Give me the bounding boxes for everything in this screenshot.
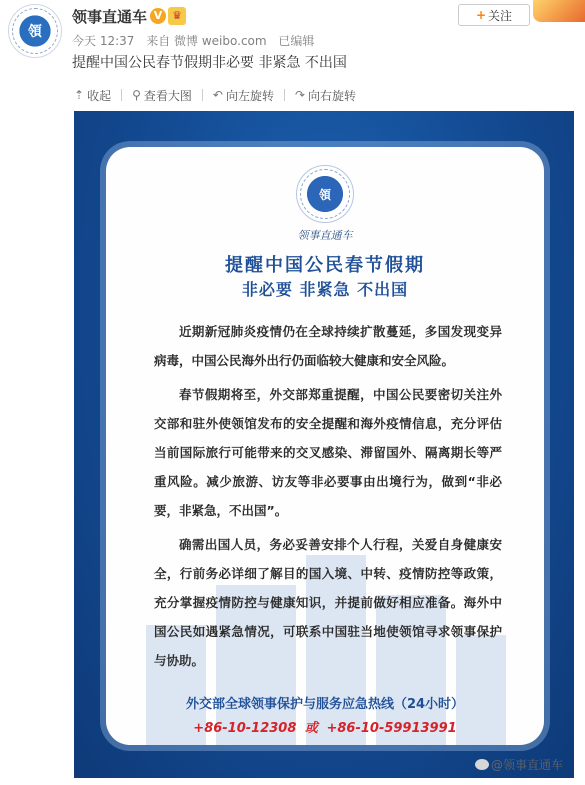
image-toolbar — [72, 84, 358, 106]
view-large-button[interactable] — [130, 87, 194, 104]
phone-number: +86-10-59913991 — [326, 721, 457, 736]
post-meta — [72, 32, 322, 49]
post-text: 提醒中国公民春节假期非必要 非紧急 不出国 — [72, 55, 347, 71]
post-time[interactable]: 今天 12:37 — [72, 34, 135, 48]
rotate-left-button[interactable] — [211, 87, 276, 104]
collapse-icon: ⇡ — [74, 88, 85, 102]
plus-icon: + — [475, 8, 487, 22]
view-large-label: 查看大图 — [143, 88, 192, 103]
member-badge-icon: ♛ — [168, 7, 186, 25]
image-watermark — [475, 756, 563, 773]
poster-image[interactable] — [74, 111, 574, 778]
poster-card — [106, 147, 544, 745]
phone-number: +86-10-12308 — [193, 721, 297, 736]
rotate-right-icon: ↷ — [294, 88, 306, 102]
post-source[interactable]: 来自 微博 weibo.com — [146, 34, 267, 48]
divider — [121, 89, 122, 101]
collapse-button[interactable] — [72, 87, 113, 104]
phone-or: 或 — [304, 721, 318, 736]
follow-button[interactable] — [458, 4, 530, 26]
poster-paragraph: 近期新冠肺炎疫情仍在全球持续扩散蔓延，多国发现变异病毒，中国公民海外出行仍面临较大健康和安全风险。 — [154, 324, 502, 368]
edited-label: 已编辑 — [278, 34, 315, 48]
divider — [202, 89, 203, 101]
logo-glyph: 領 — [318, 187, 331, 202]
consular-logo-icon — [296, 165, 354, 223]
poster-brand: 领事直通车 — [297, 229, 353, 242]
rotate-right-label: 向右旋转 — [308, 88, 357, 103]
weibo-icon — [475, 759, 489, 770]
rotate-left-icon: ↶ — [212, 88, 223, 102]
avatar-logo-icon: 領 — [28, 24, 42, 40]
verified-icon: V — [150, 8, 166, 24]
follow-label: 关注 — [488, 8, 513, 23]
username[interactable]: 领事直通车 — [72, 8, 148, 26]
hotline-label: 外交部全球领事保护与服务应急热线（24小时） — [185, 697, 465, 712]
poster-subtitle: 非必要 非紧急 不出国 — [241, 280, 409, 299]
corner-decoration — [533, 0, 585, 22]
search-icon: ⚲ — [132, 88, 141, 102]
poster-paragraph: 春节假期将至，外交部郑重提醒，中国公民要密切关注外交部和驻外使领馆发布的安全提醒和海外疫情信息，充分评估当前国际旅行可能带来的交叉感染、滞留国外、隔离期长等严重风险。减少旅游、访友等非必要事由出境行为，做到“非必要，非紧急，不出国”。 — [154, 387, 502, 518]
divider — [284, 89, 285, 101]
hotline-numbers — [106, 717, 544, 736]
collapse-label: 收起 — [87, 88, 112, 103]
watermark-text: @领事直通车 — [491, 758, 564, 772]
rotate-right-button[interactable] — [293, 87, 358, 104]
poster-body — [154, 317, 502, 680]
rotate-left-label: 向左旋转 — [225, 88, 274, 103]
poster-title: 提醒中国公民春节假期 — [225, 255, 425, 276]
avatar[interactable] — [8, 4, 62, 58]
poster-paragraph: 确需出国人员，务必妥善安排个人行程，关爱自身健康安全，行前务必详细了解目的国入境、中转、疫情防控等政策，充分掌握疫情防控与健康知识，并提前做好相应准备。海外中国公民如遇紧急情况，可联系中国驻当地使领馆寻求领事保护与协助。 — [154, 537, 502, 668]
